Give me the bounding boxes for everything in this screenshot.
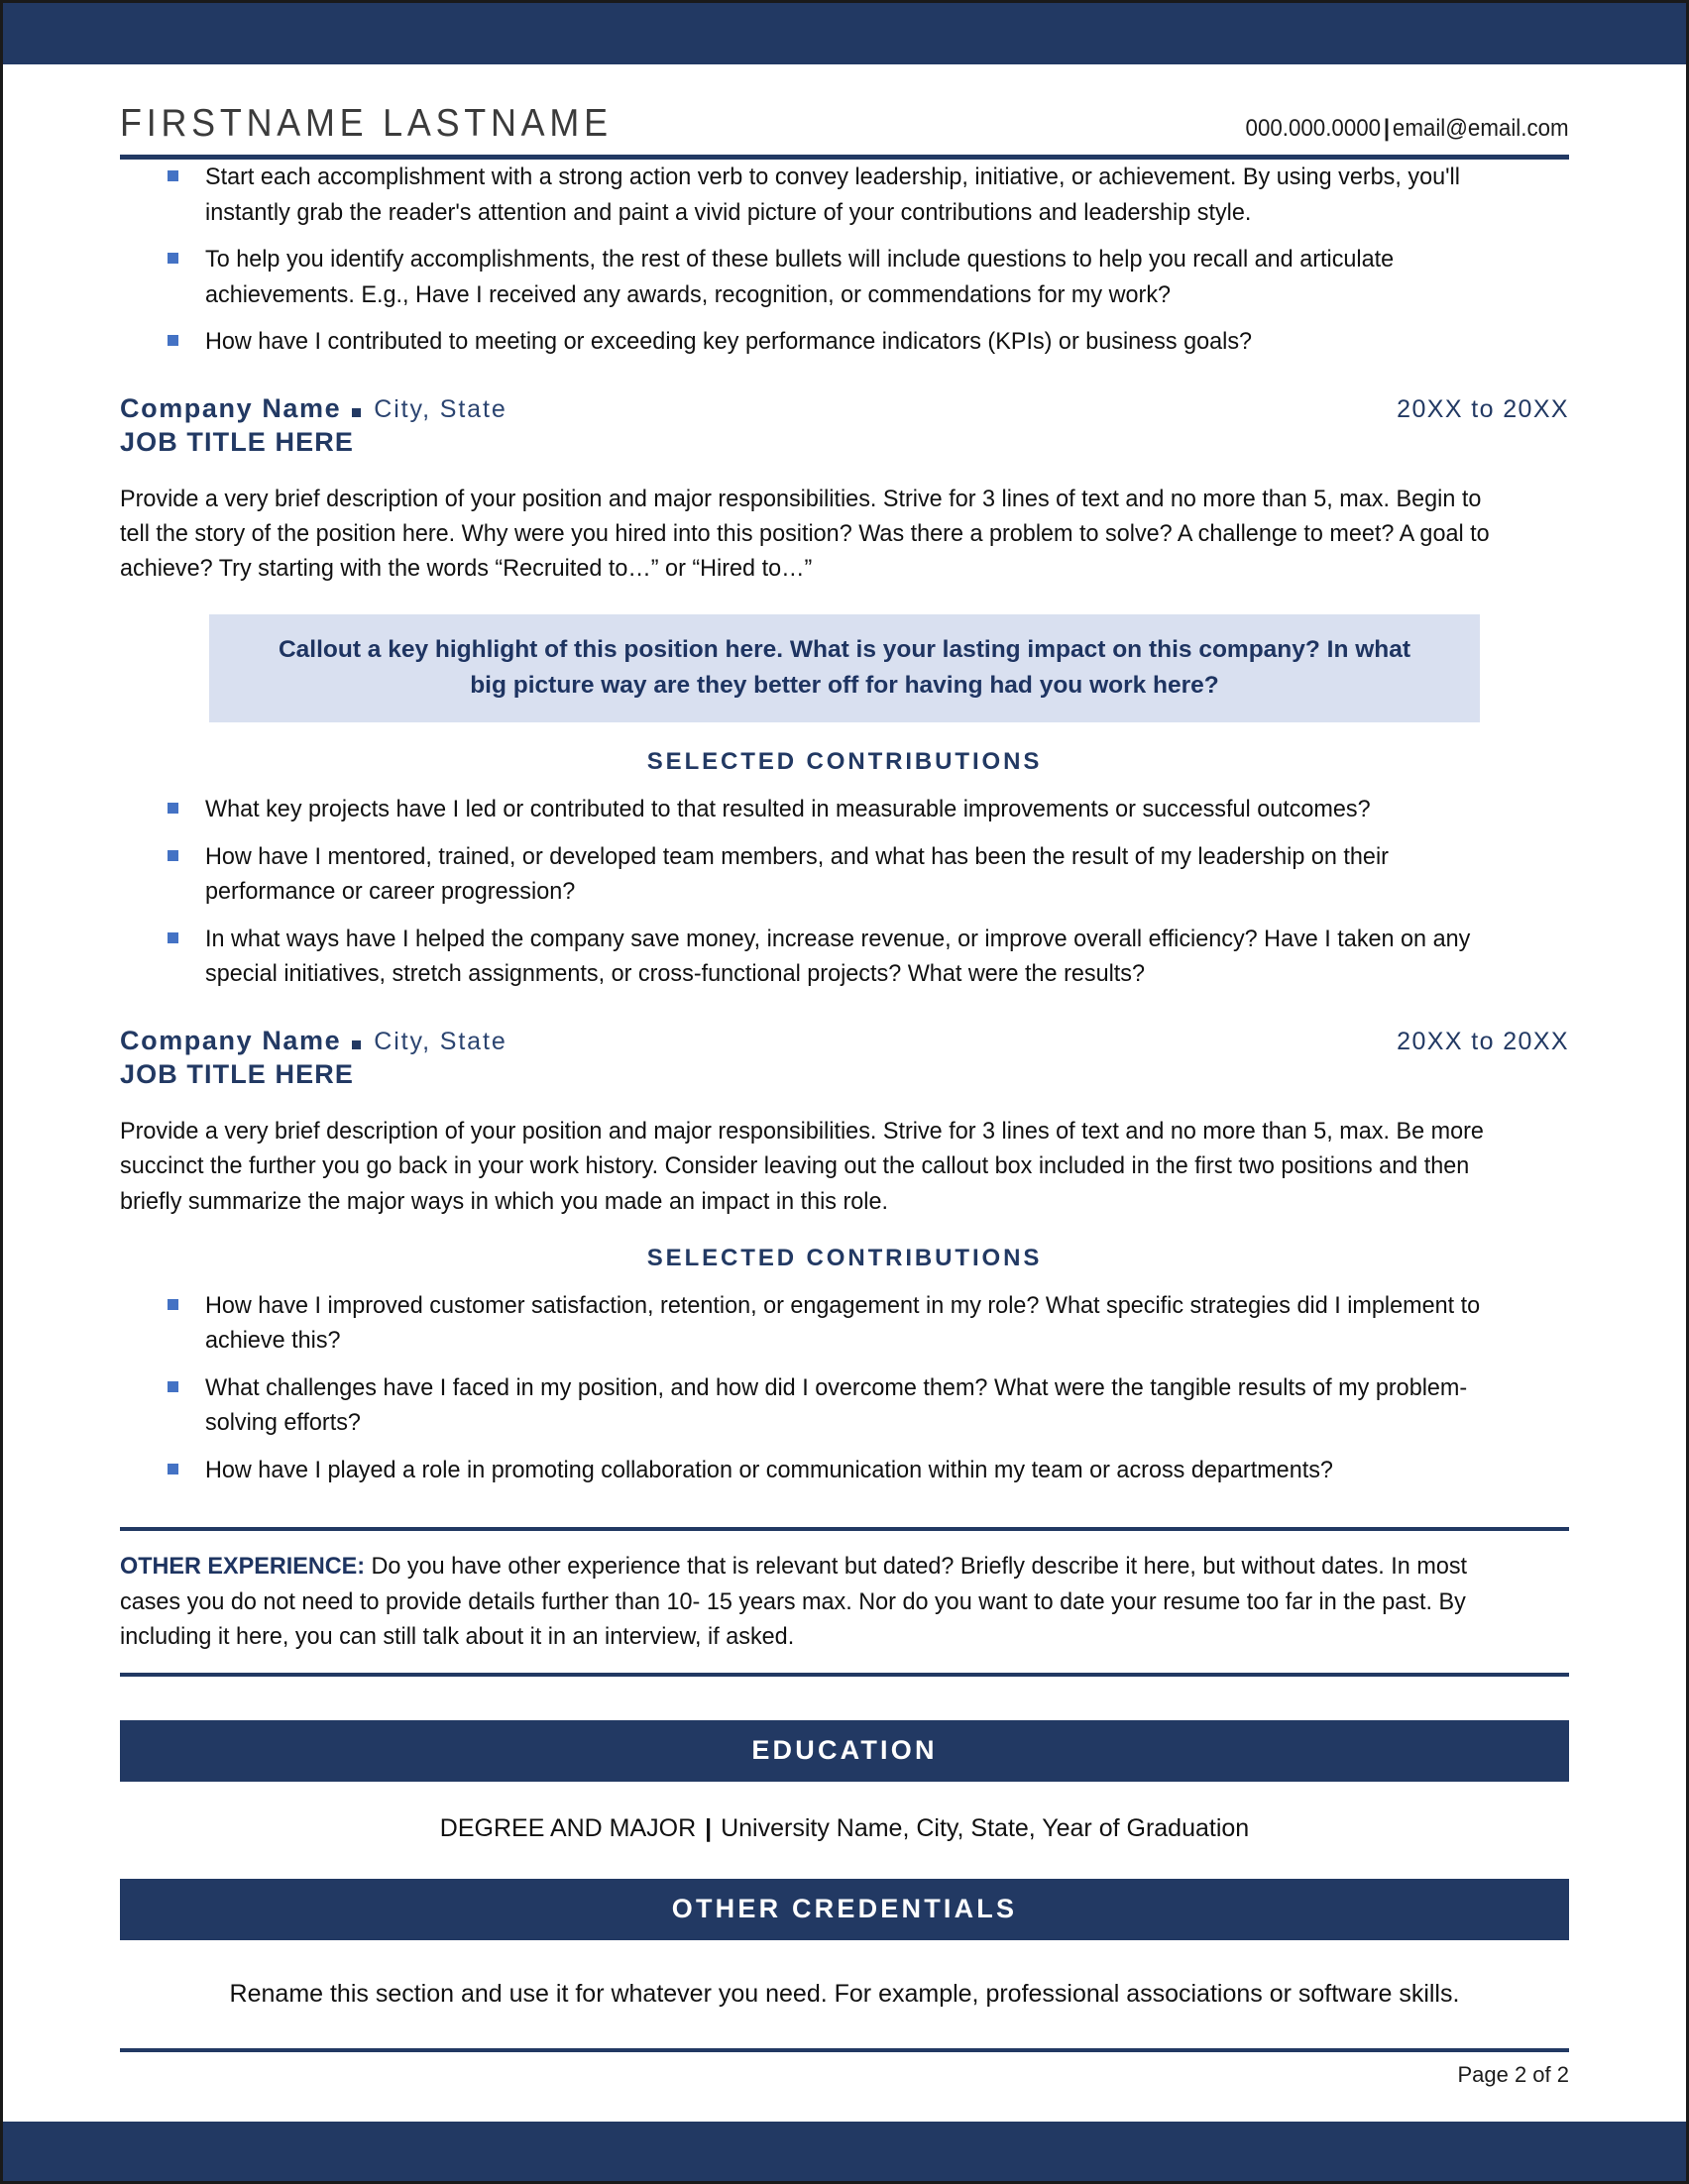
job-company-location	[120, 1026, 507, 1056]
job-dates: 20XX to 20XX	[1397, 394, 1569, 423]
list-item-text: To help you identify accomplishments, the rest of these bullets will include questions to help you recall and articulate achievements. E.g., Have I received any awards, recognition, or commendations for my work?	[205, 246, 1395, 308]
callout-box	[209, 614, 1480, 722]
square-bullet-icon	[168, 253, 178, 264]
list-item-text: How have I contributed to meeting or exceeding key performance indicators (KPIs) or business goals?	[205, 328, 1253, 356]
other-experience-text: Do you have other experience that is relevant but dated? Briefly describe it here, but without dates. In most cases you do not need to provide details further than 10- 15 years max. Nor do you want to date your resume too far in the past. By including it here, you can still talk about it in an interview, if asked.	[120, 1553, 1468, 1651]
other-experience-paragraph	[120, 1549, 1569, 1655]
education-entry	[120, 1814, 1569, 1843]
selected-contributions-list	[120, 792, 1569, 992]
footer-rule	[120, 2048, 1569, 2052]
square-bullet-icon	[168, 1464, 178, 1474]
education-banner: EDUCATION	[120, 1720, 1569, 1782]
job-header	[120, 393, 1569, 424]
job-header	[120, 1026, 1569, 1056]
list-item-text: In what ways have I helped the company save money, increase revenue, or improve overall efficiency? Have I taken on any special initiatives, stretch assignments, or cross-functional projects? What were the results?	[205, 925, 1471, 988]
square-bullet-icon	[168, 850, 178, 861]
phone-number[interactable]: 000.000.0000	[1245, 115, 1382, 142]
company-name: Company Name	[120, 1025, 342, 1055]
selected-contributions-list	[120, 1288, 1569, 1488]
job-description	[120, 1114, 1569, 1219]
list-item	[120, 1370, 1569, 1441]
job-dates: 20XX to 20XX	[1397, 1027, 1569, 1055]
square-bullet-icon	[168, 1381, 178, 1392]
square-bullet-icon	[168, 170, 178, 181]
job-title: JOB TITLE HERE	[120, 426, 354, 457]
square-bullet-icon	[168, 932, 178, 943]
square-bullet-icon	[168, 335, 178, 346]
other-credentials-banner: OTHER CREDENTIALS	[120, 1879, 1569, 1940]
contact-info	[1246, 115, 1569, 143]
page-footer	[120, 2048, 1569, 2088]
square-separator-icon	[352, 1040, 361, 1049]
other-experience-section	[120, 1527, 1569, 1677]
list-item	[120, 242, 1569, 312]
square-bullet-icon	[168, 803, 178, 814]
list-item	[120, 792, 1569, 827]
degree-separator: |	[705, 1813, 713, 1842]
continued-accomplishments-list	[120, 160, 1569, 360]
callout-text: Callout a key highlight of this position here. What is your lasting impact on this company? In what big picture way are they better off for having had you work here?	[278, 636, 1411, 699]
other-experience-label: OTHER EXPERIENCE:	[120, 1553, 366, 1581]
job-location: City, State	[374, 394, 507, 423]
square-separator-icon	[352, 408, 361, 417]
list-item-text: How have I improved customer satisfaction, retention, or engagement in my role? What specific strategies did I implement to achieve this?	[205, 1291, 1481, 1355]
list-item-text: What key projects have I led or contributed to that resulted in measurable improvements or successful outcomes?	[205, 796, 1371, 823]
list-item	[120, 160, 1569, 230]
page-content	[120, 64, 1569, 2122]
other-credentials-text: Rename this section and use it for whatever you need. For example, professional associations or software skills.	[229, 1979, 1460, 2008]
list-item-text: What challenges have I faced in my position, and how did I overcome them? What were the tangible results of my problem-solving efforts?	[205, 1373, 1468, 1437]
list-item	[120, 922, 1569, 992]
top-navy-bar	[3, 3, 1686, 64]
job-description	[120, 482, 1569, 587]
job-description-text: Provide a very brief description of your position and major responsibilities. Strive for 3 lines of text and no more than 5, max. Be more succinct the further you go back in your work history. Consider leaving out the callout box included in the first two positions and then briefly summarize the major ways in which you made an impact in this role.	[120, 1117, 1484, 1215]
candidate-name: FIRSTNAME LASTNAME	[120, 102, 613, 145]
selected-contributions-heading: SELECTED CONTRIBUTIONS	[646, 748, 1043, 776]
list-item	[120, 1453, 1569, 1488]
job-description-text: Provide a very brief description of your position and major responsibilities. Strive for 3 lines of text and no more than 5, max. Begin to tell the story of the position here. Why were you hired into this position? Was there a problem to solve? A challenge to meet? A goal to achieve? Try starting with the words “Recruited to…” or “Hired to…”	[120, 485, 1490, 583]
degree-and-major: DEGREE AND MAJOR	[439, 1813, 697, 1842]
other-experience-top-rule	[120, 1527, 1569, 1531]
list-item-text: How have I played a role in promoting collaboration or communication within my team or across departments?	[205, 1456, 1333, 1483]
contact-separator: |	[1384, 115, 1391, 142]
company-name: Company Name	[120, 392, 342, 423]
degree-details: University Name, City, State, Year of Graduation	[721, 1813, 1250, 1842]
list-item-text: How have I mentored, trained, or developed team members, and what has been the result of my leadership on their performance or career progression?	[205, 842, 1389, 906]
bottom-navy-bar	[3, 2122, 1686, 2181]
other-experience-bottom-rule	[120, 1673, 1569, 1677]
masthead	[120, 64, 1569, 146]
job-company-location	[120, 393, 507, 424]
list-item	[120, 1288, 1569, 1359]
email-address[interactable]: email@email.com	[1393, 115, 1569, 142]
selected-contributions-heading: SELECTED CONTRIBUTIONS	[646, 1244, 1043, 1271]
job-location: City, State	[374, 1027, 507, 1055]
square-bullet-icon	[168, 1299, 178, 1310]
list-item-text: Start each accomplishment with a strong action verb to convey leadership, initiative, or achievement. By using verbs, you'll instantly grab the reader's attention and paint a vivid picture of your contributions and leadership style.	[205, 164, 1460, 226]
list-item	[120, 324, 1569, 360]
job-title: JOB TITLE HERE	[120, 1058, 354, 1089]
page-number: Page 2 of 2	[1457, 2062, 1569, 2087]
list-item	[120, 839, 1569, 910]
